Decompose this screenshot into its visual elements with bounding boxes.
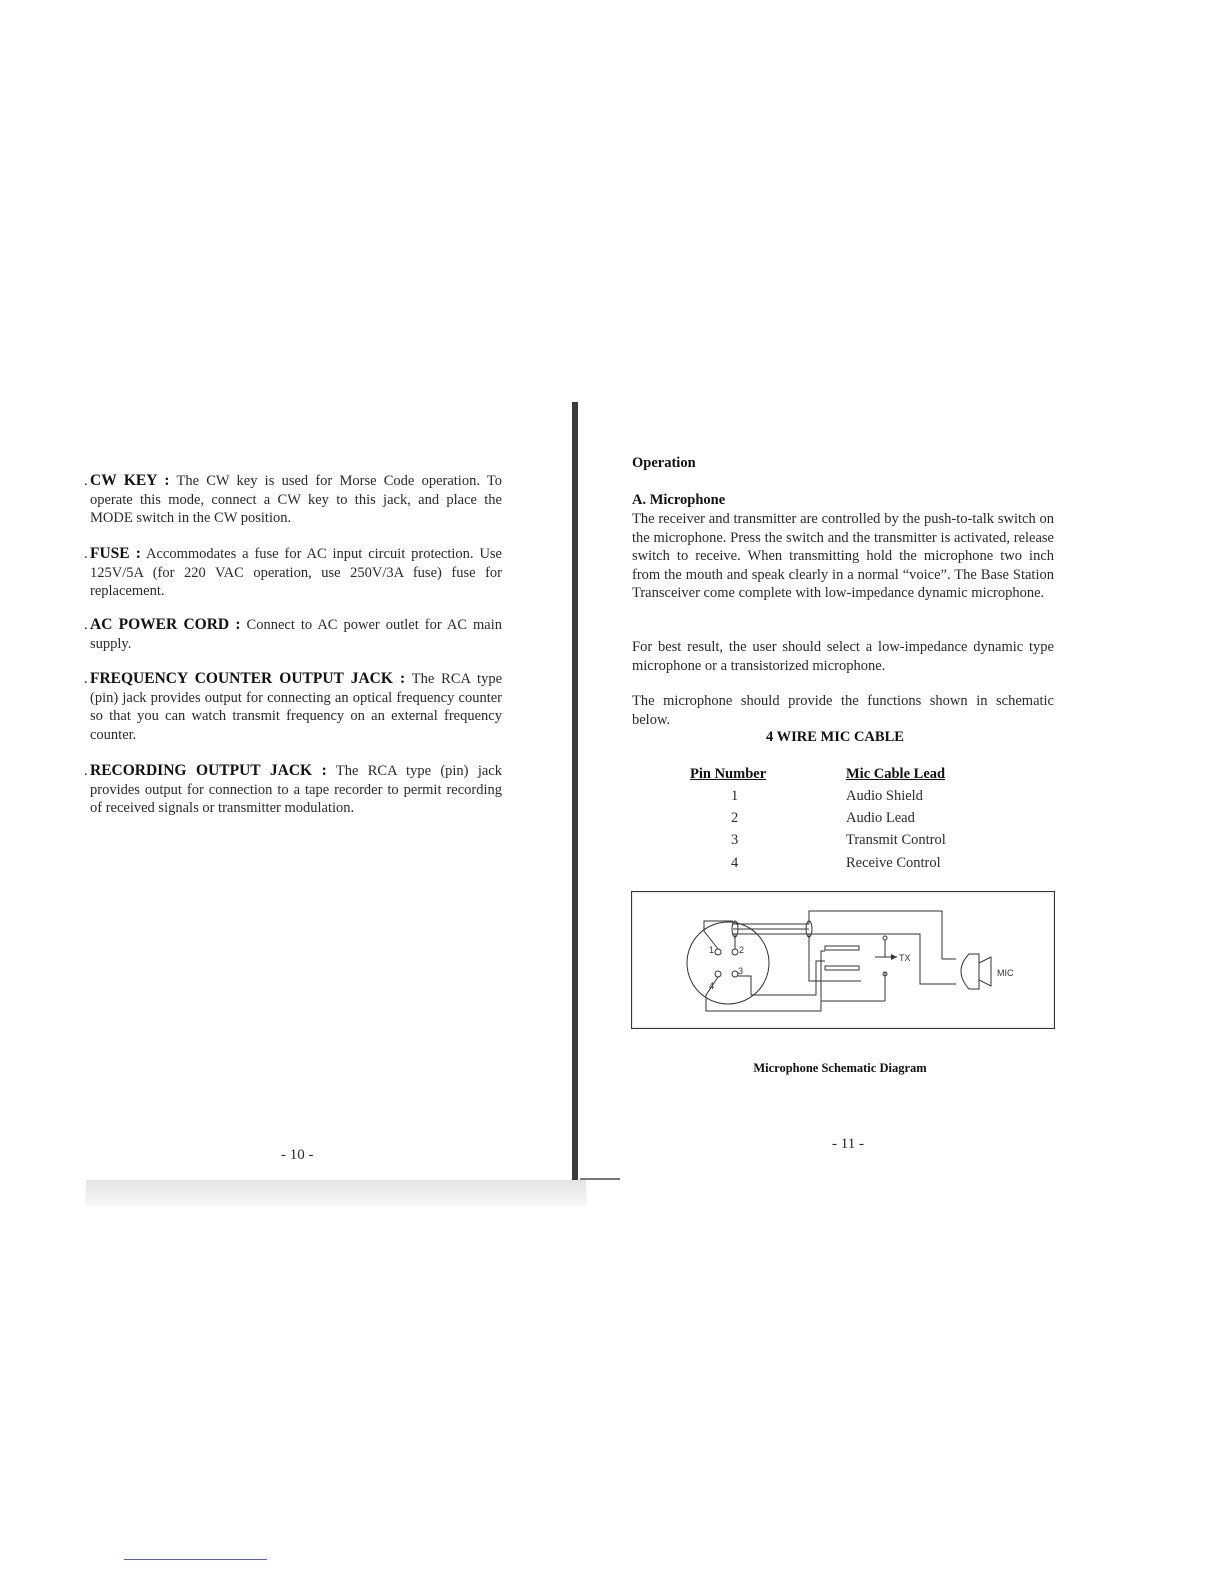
- table-cell-lead: Receive Control: [846, 855, 941, 871]
- table-cell-lead: Audio Lead: [846, 810, 915, 826]
- item-text: The CW key is used for Morse Code operation. To operate this mode, connect a CW key to this jack, and place the MODE switch in the CW position.: [90, 473, 502, 526]
- pin-4-label: 4: [709, 981, 715, 991]
- microphone-schematic: [631, 891, 1055, 1029]
- pin-1-label: 1: [709, 945, 715, 955]
- mic-label: MIC: [997, 968, 1014, 978]
- pin-2-label: 2: [739, 945, 745, 955]
- bullet: .: [84, 763, 88, 779]
- pin-3-label: 3: [738, 966, 744, 976]
- item-title: FREQUENCY COUNTER OUTPUT JACK :: [90, 670, 406, 687]
- bullet: .: [84, 546, 88, 562]
- cable-title: 4 WIRE MIC CABLE: [766, 729, 904, 745]
- schematic-caption: Microphone Schematic Diagram: [753, 1061, 927, 1075]
- item-title: CW KEY :: [90, 472, 170, 489]
- item-text: The RCA type (pin) jack provides output for connection to a tape recorder to permit recording of received signals or transmitter modulation.: [90, 763, 502, 816]
- item-cw-key: [84, 472, 502, 528]
- table-cell-pin: 3: [731, 832, 739, 848]
- item-fuse: [84, 545, 502, 601]
- item-title: RECORDING OUTPUT JACK :: [90, 762, 327, 779]
- bullet: .: [84, 671, 88, 687]
- bullet: .: [84, 617, 88, 633]
- tx-label: TX: [899, 953, 911, 963]
- paragraph-1: The receiver and transmitter are controlled by the push-to-talk switch on the microphone. Press the switch and the transmitter is activated, release switch to receive. When transmitting hold the microphone two inch from the mouth and speak clearly in a normal “voice”. The Base Station Transceiver come complete with low-impedance dynamic microphone.: [632, 511, 1054, 601]
- left-page: [0, 0, 580, 1584]
- page-number-right: - 11 -: [832, 1136, 864, 1152]
- section-heading: Operation: [632, 455, 696, 471]
- table-header-lead: Mic Cable Lead: [846, 766, 946, 782]
- subsection-heading: A. Microphone: [632, 492, 726, 508]
- paragraph-2: For best result, the user should select a low-impedance dynamic type microphone or a transistorized microphone.: [632, 639, 1054, 674]
- item-title: AC POWER CORD :: [90, 616, 241, 633]
- table-cell-lead: Audio Shield: [846, 788, 923, 804]
- table-cell-lead: Transmit Control: [846, 832, 946, 848]
- scan-edge-line: [580, 1178, 620, 1180]
- item-text: Accommodates a fuse for AC input circuit protection. Use 125V/5A (for 220 VAC operation, use 250V/3A fuse) fuse for replacement.: [90, 546, 502, 599]
- bullet: .: [84, 473, 88, 489]
- item-ac-power-cord: [84, 616, 502, 653]
- paragraph-3: The microphone should provide the functions shown in schematic below.: [632, 693, 1054, 728]
- item-text: Connect to AC power outlet for AC main supply.: [90, 617, 502, 652]
- item-text: The RCA type (pin) jack provides output for connecting an optical frequency counter so that you can watch transmit frequency on an external frequency counter.: [90, 671, 503, 743]
- table-cell-pin: 1: [731, 788, 739, 804]
- table-cell-pin: 4: [731, 855, 739, 871]
- table-header-pin: Pin Number: [690, 766, 767, 782]
- item-recording-output: [84, 762, 502, 818]
- table-cell-pin: 2: [731, 810, 739, 826]
- item-title: FUSE :: [90, 545, 141, 562]
- item-frequency-counter: [84, 670, 503, 744]
- page-number-left: - 10 -: [281, 1147, 314, 1163]
